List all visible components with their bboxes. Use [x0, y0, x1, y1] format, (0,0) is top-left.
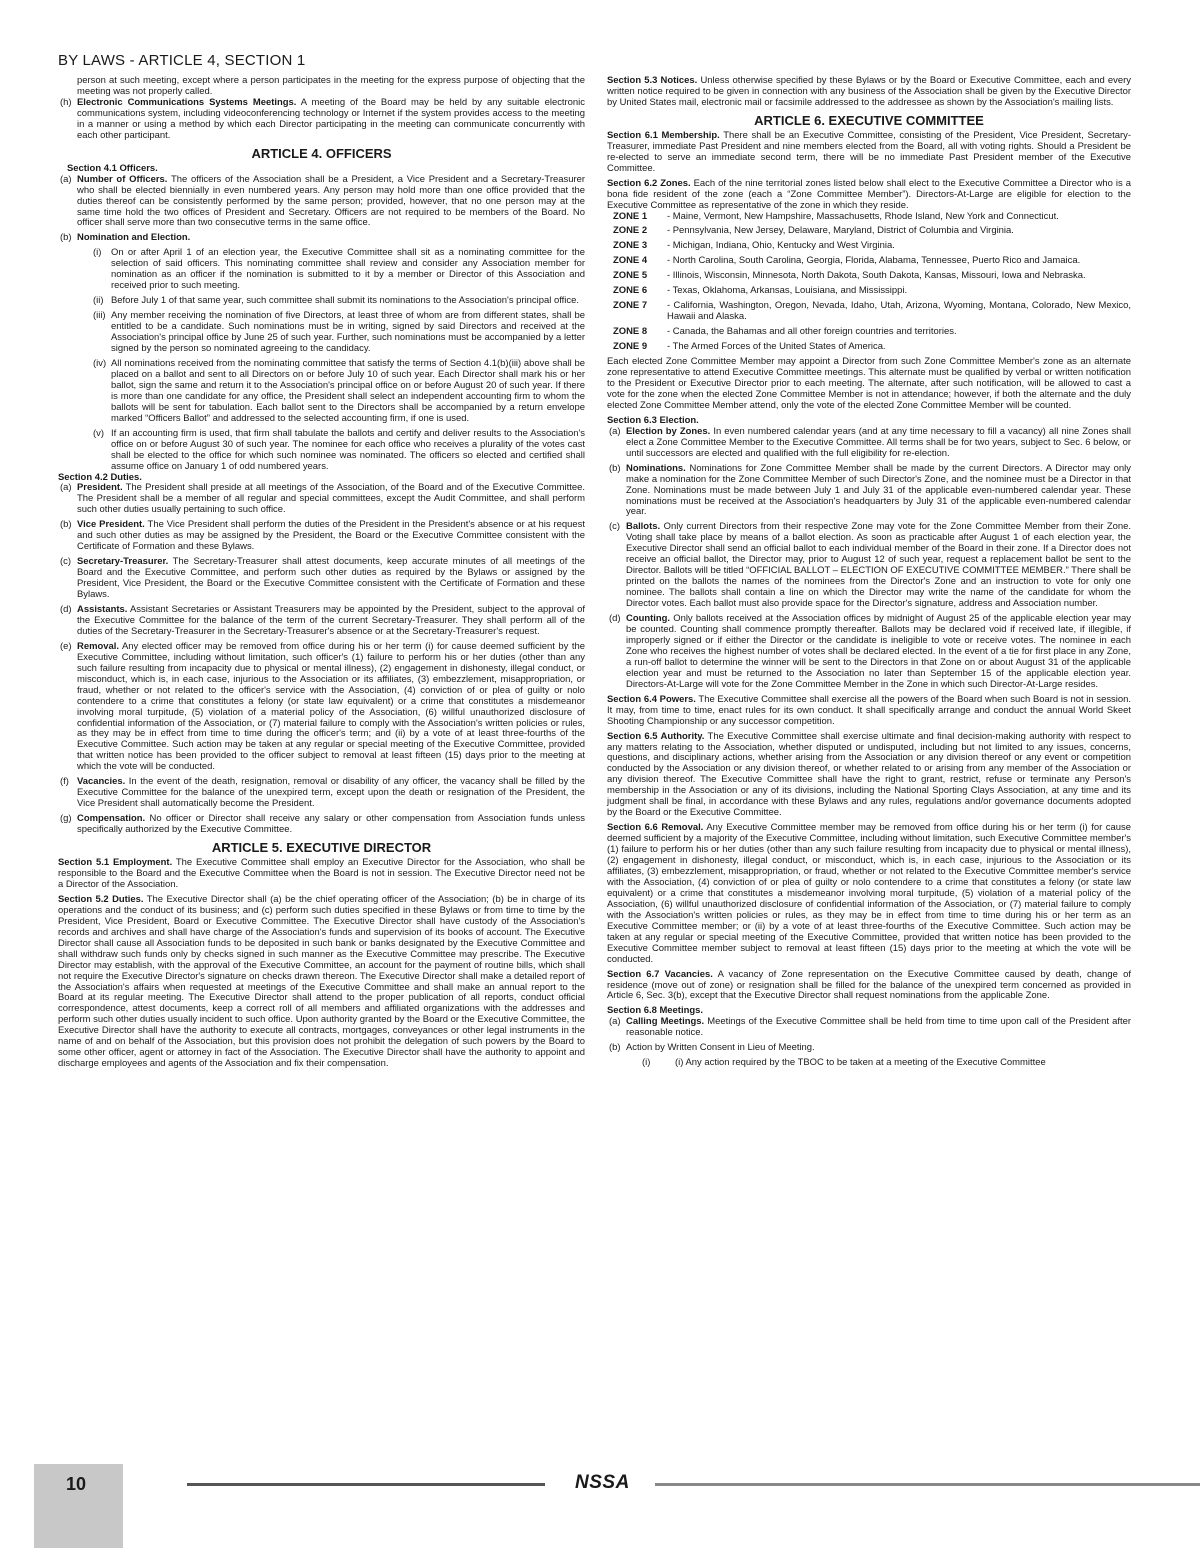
sub-item: (iii) Any member receiving the nomination of five Directors, at least three of whom are from different states, shall be entitled to be a candidate. Such nominations must be in writing, signed by said Directors and received at the Association's principal office by June 25 of such year. Further, such nominations must be accompanied by a letter signed by the person so nominated agreeing to the candidacy.: [93, 310, 585, 355]
zone-item: ZONE 5 - Illinois, Wisconsin, Minnesota, North Dakota, South Dakota, Kansas, Missouri, Iowa and Nebraska.: [613, 270, 1086, 282]
section-heading: Section 6.3 Election.: [607, 414, 699, 426]
list-item: (a) Calling Meetings. Meetings of the Executive Committee shall be held from time to time upon call of the President after reasonable notice.: [609, 1016, 1132, 1039]
zone-item: ZONE 4 - North Carolina, South Carolina, Georgia, Florida, Alabama, Tennessee, Puerto Rico and Jamaica.: [613, 255, 1081, 267]
article-heading: ARTICLE 6. EXECUTIVE COMMITTEE: [754, 112, 984, 128]
paragraph: person at such meeting, except where a person participates in the meeting for the express purpose of objecting that the meeting was not properly called.: [77, 75, 585, 97]
list-item: (b) Nomination and Election.: [60, 232, 191, 244]
paragraph: Section 5.2 Duties. The Executive Director shall (a) be the chief operating officer of the Association; (b) be in charge of its operations and the conduct of its business; and (c) perform such duties specified in these Bylaws or from time to time by the President, Vice President, Board or Executive Committee. The Executive Director shall have custody of the Association's records and archives and shall have charge of the Association's funds and supervision of its books of account. The Executive Director shall cause all Association funds to be deposited in such bank or banks designated by the Executive Committee and shall withdraw such funds only by checks signed in such manner as the Executive Committee may prescribe. The Executive Director may establish, with the approval of the Executive Committee, an account for the payment of routine bills, which shall not require the Executive Director's signature on checks drawn thereon. The Executive Director shall make a detailed report of the Association's affairs when requested at meetings of the Executive Committee and shall make an annual report to the Board at its regular meeting. The Executive Director shall attend to the proper publication of all reports, conduct official correspondence, attest documents, keep a correct roll of all members and affiliated organizations with the addresses and perform such other duties usually incident to such office. Upon authority granted by the Board or the Executive Committee, the Executive Director shall have the authority to execute all contracts, mortgages, conveyances or other legal instruments in the name of and on behalf of the Association, but this provision does not prohibit the delegation of such powers by the Board to some other officer, agent or attorney in fact of the Association. The Executive Director shall have the authority to appoint and discharge employees and agents of the Association and fix their compensation.: [58, 893, 585, 1070]
list-item: (b) Nominations. Nominations for Zone Committee Member shall be made by the current Directors. A Director may only make a nomination for the Zone Committee Member of such Director's Zone, and the nominee must be a Director in that Zone. Nominations must be made between July 1 and July 31 of the applicable even-numbered calendar year. These nominations must be received at the Association's headquarters by July 31 of the applicable even-numbered calendar year.: [609, 462, 1131, 518]
article-heading: ARTICLE 4. OFFICERS: [251, 145, 392, 161]
article-heading: ARTICLE 5. EXECUTIVE DIRECTOR: [211, 840, 432, 856]
list-item: (b) Vice President. The Vice President shall perform the duties of the President in the President's absence or at his request and such other duties as may be assigned by the President, the Board or the Executive Committee consistent with the Certificate of Formation and these Bylaws.: [60, 519, 585, 553]
list-item: (b) Action by Written Consent in Lieu of Meeting.: [609, 1042, 815, 1054]
list-item: (e) Removal. Any elected officer may be removed from office during his or her term (i) for cause deemed sufficient by the Executive Committee, including without limitation, such officer's (1) failure to perform his or her duties (other than any such failure resulting from incapacity due to physical or mental illness), (2) engagement in dishonesty, illegal conduct, or misconduct, which is, in each case, injurious to the Association or its affiliates, (3) embezzlement, misappropriation, or fraud, whether or not related to the officer's service with the Association, (4) conviction of or plea of guilty or nolo contendere to a crime that constitutes a felony (or state law equivalent) or a crime that constitutes a misdemeanor involving moral turpitude, (5) violation of a material policy of the Association, (6) willful unauthorized disclosure of confidential information of the Association, or (7) material failure to comply with the Association's written policies or rules, as they may be in effect from time to time during the officer's term; and (ii) by a vote of at least three-fourths of the Executive Committee. Such action may be taken at any regular or special meeting of the Executive Committee, provided that written notice has been provided to the officer subject to removal at least fifteen (15) days prior to the meeting at which the vote will be conducted.: [60, 640, 585, 773]
section-heading: Section 4.2 Duties.: [58, 471, 142, 483]
zone-item: ZONE 7 - California, Washington, Oregon, Nevada, Idaho, Utah, Arizona, Wyoming, Montana, Colorado, New Mexico, Hawaii and Alaska.: [613, 300, 1131, 323]
zone-item: ZONE 2 - Pennsylvania, New Jersey, Delaware, Maryland, District of Columbia and Virginia.: [613, 225, 1014, 237]
zone-item: ZONE 3 - Michigan, Indiana, Ohio, Kentucky and West Virginia.: [613, 240, 895, 252]
sub-item: (i) (i) Any action required by the TBOC to be taken at a meeting of the Executive Committee: [642, 1057, 1046, 1069]
paragraph: Section 6.2 Zones. Each of the nine territorial zones listed below shall elect to the Executive Committee a Director who is a bona fide resident of the zone (each a “Zone Committee Member”). Directors-At-Large are eligible for election to the Executive Committee as representative of the zone in which they reside.: [607, 177, 1131, 211]
list-item: (d) Assistants. Assistant Secretaries or Assistant Treasurers may be appointed by the President, subject to the approval of the Executive Committee for the balance of the term of the current Secretary-Treasurer. They shall perform all of the duties of the Secretary-Treasurer in the Secretary-Treasurer's absence or at the Secretary-Treasurer's request.: [60, 603, 585, 637]
list-item: (d) Counting. Only ballots received at the Association offices by midnight of August 25 of the applicable election year may be counted. Counting shall commence promptly thereafter. Ballots may be declared void if received late, if illegible, if improperly signed or if either the Director or the candidate is ineligible to vote or receive votes. The nominee in each Zone who receives the highest number of votes shall be declared elected. In the event of a tie for first place in any Zone, a run-off ballot to determine the winner will be sent to the Directors in that Zone on or about August 31 of the applicable election year and must be returned to the Association no later than September 15 of the applicable election year. Directors-At-Large will vote for the Zone Committee Member in the Zone in which such Director-At-Large resides.: [609, 613, 1131, 690]
sub-item: (ii) Before July 1 of that same year, such committee shall submit its nominations to the Association's principal office.: [93, 295, 579, 307]
page-header: BY LAWS - ARTICLE 4, SECTION 1: [58, 52, 306, 69]
list-item: (h) Electronic Communications Systems Meetings. A meeting of the Board may be held by any suitable electronic communications system, including videoconferencing technology or Internet if the system provides access to the meeting in a manner or using a method by which each Director participating in the meeting can communicate concurrently with each other participant.: [60, 96, 585, 141]
paragraph: Section 6.1 Membership. There shall be an Executive Committee, consisting of the President, Vice President, Secretary-Treasurer, immediate Past President and nine members elected from the Board, all with voting rights. Should a President be re-elected to serve an immediate second term, there will be no immediate Past President member of the Executive Committee.: [607, 129, 1131, 174]
zone-item: ZONE 1 - Maine, Vermont, New Hampshire, Massachusetts, Rhode Island, New York and Connecticut.: [613, 210, 1059, 222]
paragraph: Section 5.3 Notices. Unless otherwise specified by these Bylaws or by the Board or Executive Committee, each and every written notice required to be given in connection with any business of the Association shall be given by the Executive Director by United States mail, electronic mail or facsimile addressed to the addressee as shown by the Association's mailing lists.: [607, 75, 1132, 108]
sub-item: (i) On or after April 1 of an election year, the Executive Committee shall sit as a nominating committee for the selection of said officers. This nominating committee shall review and consider any Association member for nomination as an officer if the nomination is submitted to it by a member or Director of this Association and received prior to such meeting.: [93, 247, 585, 292]
footer-brand: NSSA: [575, 1472, 630, 1493]
zone-item: ZONE 6 - Texas, Oklahoma, Arkansas, Louisiana, and Mississippi.: [613, 285, 908, 297]
page-number: 10: [66, 1474, 87, 1494]
paragraph: Section 6.4 Powers. The Executive Committee shall exercise all the powers of the Board when such Board is not in session. It may, from time to time, enact rules for its own conduct. It shall specifically arrange and conduct the annual World Skeet Shooting Championship or any successor competition.: [607, 693, 1131, 727]
zone-item: ZONE 9 - The Armed Forces of the United States of America.: [613, 341, 886, 353]
list-item: (g) Compensation. No officer or Director shall receive any salary or other compensation from Association funds unless specifically authorized by the Executive Committee.: [60, 813, 585, 836]
right-column: [607, 76, 1131, 1073]
section-heading: Section 6.8 Meetings.: [607, 1005, 703, 1017]
zone-list: [607, 212, 1131, 354]
list-item: (a) Number of Officers. The officers of the Association shall be a President, a Vice President and a Secretary-Treasurer who shall be elected biennially in even numbered years. Any person may hold more than one office provided that the duties thereof can be consistently performed by the same person; provided, however, that no one person may at the same time hold the two offices of President and Secretary. Officers are not required to be members of the Board. No officer shall serve more than two consecutive terms in the same office.: [60, 173, 585, 229]
sub-item: (v) If an accounting firm is used, that firm shall tabulate the ballots and certify and deliver results to the Association's office on or before August 30 of such year. The nominee for each office who receives a plurality of the votes cast shall be elected to the office for which such nominee was nominated. The officers so elected and certified shall assume office on January 1 of odd numbered years.: [93, 427, 585, 472]
list-item: (a) President. The President shall preside at all meetings of the Association, of the Board and of the Executive Committee. The President shall be a member of all regular and special committees, except the Audit Committee, and shall perform such other duties usually pertaining to such office.: [60, 482, 585, 516]
paragraph: Section 6.6 Removal. Any Executive Committee member may be removed from office during his or her term (i) for cause deemed sufficient by a majority of the Executive Committee, including without limitation, such Executive Committee member's (1) failure to perform his or her duties (other than any such failure resulting from incapacity due to physical or mental illness), (2) engagement in dishonesty, illegal conduct, or misconduct, which is, in each case, injurious to the Association or its affiliates, (3) embezzlement, misappropriation, or fraud, whether or not related to the Executive Committee member's service with the Association, (4) conviction of or plea of guilty or nolo contendere to a crime that constitutes a felony (or state law equivalent) or a crime that constitutes a misdemeanor involving moral turpitude, (5) violation of a material policy of the Association, (6) willful unauthorized disclosure of confidential information of the Association, or (7) material failure to comply with the Association's written policies or rules, as they may be in effect from time to time during his or her term as an Executive Committee member; or (ii) by a vote of at least three-fourths of the Executive Committee. Such action may be taken at any regular or special meeting of the Executive Committee, provided that written notice has been provided to the Executive Committee member subject to removal at least fifteen (15) days prior to the meeting at which the vote will be conducted.: [607, 822, 1131, 965]
list-item: (a) Election by Zones. In even numbered calendar years (and at any time necessary to fill a vacancy) all nine Zones shall elect a Zone Committee Member to the Executive Committee. All terms shall be for two years, subject to Sec. 6 below, or until successors are elected and qualified with the full eligibility for re-election.: [609, 425, 1131, 459]
left-column: [58, 76, 585, 1074]
section-heading: Section 4.1 Officers.: [67, 162, 158, 174]
paragraph: Section 6.7 Vacancies. A vacancy of Zone representation on the Executive Committee caused by death, change of residence (move out of zone) or resignation shall be filled for the balance of the unexpired term concerned as provided in Article 6, Sec. 3(b), except that the Executive Director shall request nominations from the applicable Zone.: [607, 968, 1131, 1002]
sub-item: (iv) All nominations received from the nominating committee that satisfy the terms of Section 4.1(b)(iii) above shall be placed on a ballot and sent to all Directors on or before July 10 of such year. Each Director shall mark his or her ballot, sign the same and return it to the Association's principal office on or before August 20 of such year. If there is more than one candidate for any office, the President shall select an independent accounting firm to whom the ballots will be sent for tabulation. Each ballot sent to the Directors shall be accompanied by a return envelope marked “Officers Ballot” and addressed to the selected accounting firm, if one is used.: [93, 357, 585, 424]
zone-item: ZONE 8 - Canada, the Bahamas and all other foreign countries and territories.: [613, 326, 957, 338]
paragraph: Section 6.5 Authority. The Executive Committee shall exercise ultimate and final decision-making authority with respect to any matters relating to the Association, whether disputed or undisputed, including but not limited to any issues, concerns, questions, and disciplinary actions, whether arising from the Association or any division thereof or any event or competition conducted by the Association or any division thereof, or whether related to or arising from any member of the Association or any division thereof. The Executive Committee shall have the right to grant, restrict, refuse or terminate any Person's membership in the Association or any of its divisions, including the National Sporting Clays Association, at any time and its judgment shall be final, in accordance with these Bylaws and any rules, regulations and/or governance documents adopted by the Board or the Executive Committee.: [607, 730, 1131, 819]
paragraph: Section 5.1 Employment. The Executive Committee shall employ an Executive Director for the Association, who shall be responsible to the Board and the Executive Committee when the Board is not in session. The Executive Director need not be a Director of the Association.: [58, 857, 585, 890]
list-item: (c) Ballots. Only current Directors from their respective Zone may vote for the Zone Committee Member from their Zone. Voting shall take place by means of a ballot election. As soon as practicable after August 1 of each election year, the Executive Director shall send an official ballot to each individual member of the Board in their zone. If a Director does not receive an official ballot, the Director may, prior to August 12 of such year, request a replacement ballot be sent to the Director. Ballots will be titled “OFFICIAL BALLOT – ELECTION OF EXECUTIVE COMMITTEE MEMBER.” There shall be printed on the ballots the names of the nominees from the Director's Zone and an instruction to vote for only one nominee. The ballots shall contain a line on which the Director may write the name of the candidate for whom the Director votes. Each ballot must also provide space for the Director's signature, address and Association number.: [609, 521, 1131, 610]
list-item: (c) Secretary-Treasurer. The Secretary-Treasurer shall attest documents, keep accurate minutes of all meetings of the Board and the Executive Committee, and perform such other duties as required by the Bylaws or assigned by the President, Vice President, the Board or the Executive Committee consistent with the Certificate of Formation and these Bylaws.: [60, 556, 585, 601]
footer-rule-left: [187, 1483, 545, 1486]
footer-rule-right: [655, 1483, 1200, 1486]
paragraph: Each elected Zone Committee Member may appoint a Director from such Zone Committee Member's zone as an alternate zone representative to attend Executive Committee meetings. This alternate must be qualified by verbal or written notification to the President or Executive Director prior to each meeting. The alternate, after such notification, will be allowed to cast a vote for the zone when the elected Zone Committee Member is not in attendance; however, if both the alternate and the duly elected Zone Committee Member attend, only the vote of the elected Zone Committee Member will be counted.: [607, 356, 1131, 411]
list-item: (f) Vacancies. In the event of the death, resignation, removal or disability of any officer, the vacancy shall be filled by the Executive Committee for the balance of the unexpired term, except upon the death or resignation of the President, the Vice President shall automatically become the President.: [60, 776, 585, 810]
